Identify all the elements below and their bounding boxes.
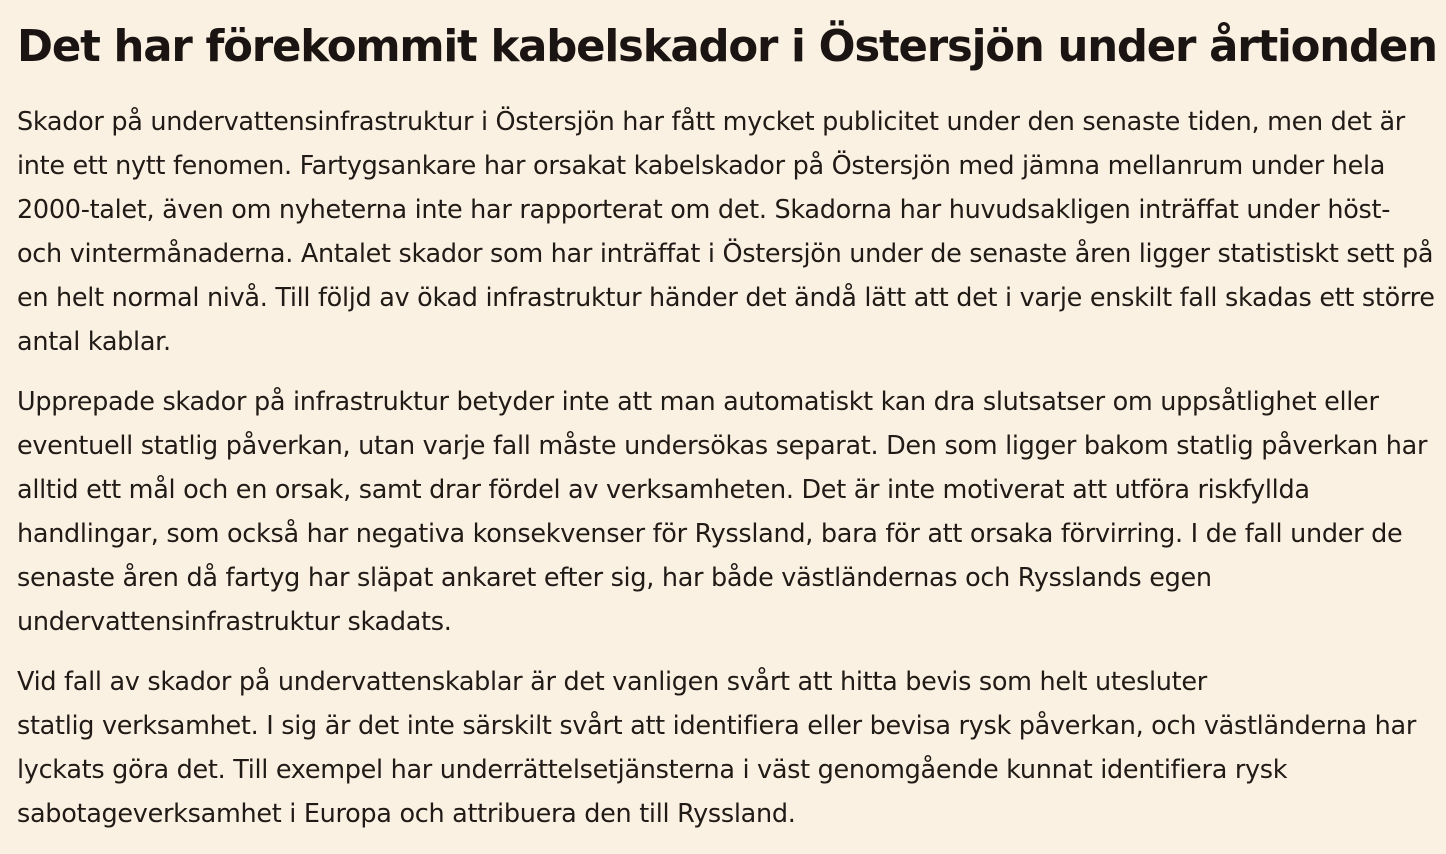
paragraph-line: Vid fall av skador på undervattenskablar är det vanligen svårt att hitta bevis som helt utesluter bbox=[17, 667, 1207, 697]
paragraph-line: sabotageverksamhet i Europa och attribuera den till Ryssland. bbox=[17, 799, 796, 829]
paragraph-line: Upprepade skador på infrastruktur betyder inte att man automatiskt kan dra slutsatser om uppsåtlighet eller bbox=[17, 387, 1379, 417]
article-headline: Det har förekommit kabelskador i Östersjön under årtionden bbox=[17, 22, 1437, 72]
paragraph-line: handlingar, som också har negativa konsekvenser för Ryssland, bara för att orsaka förvirring. I de fall under de bbox=[17, 519, 1403, 549]
paragraph-line: eventuell statlig påverkan, utan varje fall måste undersökas separat. Den som ligger bakom statlig påverkan har bbox=[17, 431, 1428, 461]
paragraph-line: alltid ett mål och en orsak, samt drar fördel av verksamheten. Det är inte motiverat att utföra riskfyllda bbox=[17, 475, 1310, 505]
paragraph-line: en helt normal nivå. Till följd av ökad infrastruktur händer det ändå lätt att det i varje enskilt fall skadas ett större bbox=[17, 283, 1435, 313]
paragraph-2 bbox=[17, 380, 1436, 644]
paragraph-line: 2000-talet, även om nyheterna inte har rapporterat om det. Skadorna har huvudsakligen inträffat under höst- bbox=[17, 195, 1391, 225]
paragraph-line: undervattensinfrastruktur skadats. bbox=[17, 607, 452, 637]
paragraph-line: inte ett nytt fenomen. Fartygsankare har orsakat kabelskador på Östersjön med jämna mellanrum under hela bbox=[17, 151, 1386, 181]
paragraph-line: Skador på undervattensinfrastruktur i Östersjön har fått mycket publicitet under den senaste tiden, men det är bbox=[17, 107, 1405, 137]
paragraph-3 bbox=[17, 660, 1436, 836]
paragraph-line: och vintermånaderna. Antalet skador som har inträffat i Östersjön under de senaste åren ligger statistiskt sett på bbox=[17, 239, 1434, 269]
paragraph-line: lyckats göra det. Till exempel har underrättelsetjänsterna i väst genomgående kunnat identifiera rysk bbox=[17, 755, 1288, 785]
paragraph-line: antal kablar. bbox=[17, 327, 171, 357]
paragraph-1 bbox=[17, 100, 1436, 364]
paragraph-line: statlig verksamhet. I sig är det inte särskilt svårt att identifiera eller bevisa rysk påverkan, och västländerna har bbox=[17, 711, 1417, 741]
paragraph-line: senaste åren då fartyg har släpat ankaret efter sig, har både västländernas och Rysslands egen bbox=[17, 563, 1212, 593]
